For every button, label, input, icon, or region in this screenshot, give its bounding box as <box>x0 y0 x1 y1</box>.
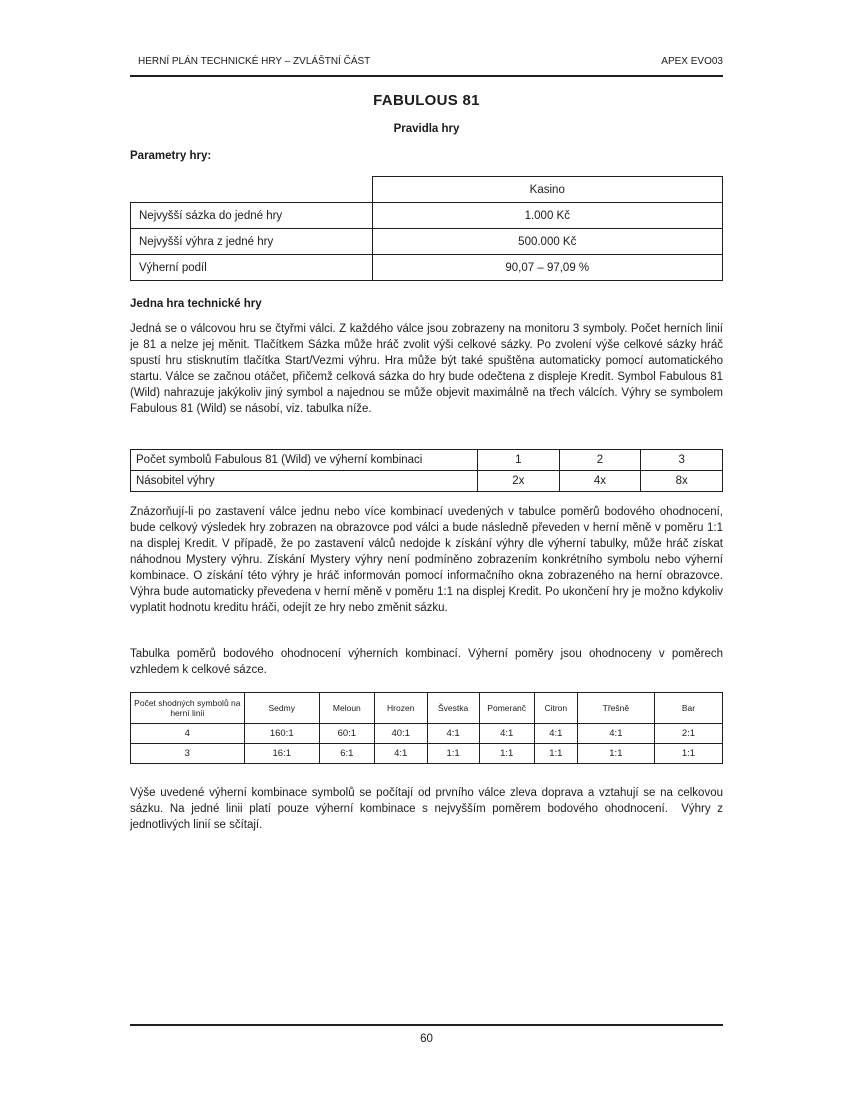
payout-cell: 160:1 <box>244 724 319 744</box>
payout-cell: 16:1 <box>244 744 319 764</box>
table-row <box>131 255 723 281</box>
payout-header-cell: Citron <box>534 693 577 724</box>
empty-corner-cell <box>131 177 373 203</box>
wild-count-value: 3 <box>641 450 723 471</box>
payout-cell: 4:1 <box>427 724 479 744</box>
param-label: Nejvyšší výhra z jedné hry <box>131 229 373 255</box>
payout-cell: 1:1 <box>479 744 534 764</box>
payout-cell: 1:1 <box>534 744 577 764</box>
params-heading: Parametry hry: <box>130 150 212 162</box>
payout-cell: 2:1 <box>654 724 722 744</box>
paragraph-combination-rules: Výše uvedené výherní kombinace symbolů se počítají od prvního válce zleva doprava a vztahují se na celkovou sázku. Na jedné linii platí pouze výherní kombinace s nejvyšším poměrem bodového ohodnocení. Výhry z jednotlivých linií se sčítají. <box>130 787 723 831</box>
payout-cell: 1:1 <box>654 744 722 764</box>
payout-cell: 4:1 <box>479 724 534 744</box>
payout-header-cell: Švestka <box>427 693 479 724</box>
param-value: 90,07 – 97,09 % <box>372 255 722 281</box>
header-device-code: APEX EVO03 <box>661 56 723 67</box>
payout-cell: 1:1 <box>577 744 654 764</box>
wild-multiplier-value: 4x <box>559 471 641 492</box>
wild-multiplier-value: 2x <box>477 471 559 492</box>
payout-cell: 4:1 <box>534 724 577 744</box>
payout-header-cell: Hrozen <box>374 693 427 724</box>
payout-header-cell: Pomeranč <box>479 693 534 724</box>
wild-count-value: 2 <box>559 450 641 471</box>
wild-multiplier-table <box>130 449 723 492</box>
table-row <box>131 450 723 471</box>
paragraph-game-description: Jedná se o válcovou hru se čtyřmi válci. Z každého válce jsou zobrazeny na monitoru 3 symboly. Počet herních linií je 81 a nelze jej měnit. Tlačítkem Sázka může hráč zvolit výši celkové sázky. Po zvolení výše celkové sázky hráč spustí hru stisknutím tlačítka Start/Vezmi výhru. Hra může být také spuštěna automaticky pomocí automatického startu. Válce se začnou otáčet, přičemž celková sázka do hry bude odečtena z displeje Kredit. Symbol Fabulous 81 (Wild) nahrazuje jakýkoliv jiný symbol a najednou se může objevit maximálně na třech válcích. Výhry se symbolem Fabulous 81 (Wild) se násobí, viz. tabulka níže. <box>130 323 723 415</box>
payout-cell: 60:1 <box>319 724 374 744</box>
table-header-row <box>131 693 723 724</box>
param-label: Výherní podíl <box>131 255 373 281</box>
payout-cell: 40:1 <box>374 724 427 744</box>
param-value: 1.000 Kč <box>372 203 722 229</box>
payout-cell: 6:1 <box>319 744 374 764</box>
footer-rule <box>130 1024 723 1026</box>
table-row <box>131 471 723 492</box>
wild-multiplier-value: 8x <box>641 471 723 492</box>
page-subtitle: Pravidla hry <box>393 123 460 135</box>
param-value: 500.000 Kč <box>372 229 722 255</box>
wild-count-label: Počet symbolů Fabulous 81 (Wild) ve výherní kombinaci <box>131 450 478 471</box>
table-row <box>131 177 723 203</box>
wild-count-value: 1 <box>477 450 559 471</box>
section-heading: Jedna hra technické hry <box>130 298 262 310</box>
page-number: 60 <box>420 1033 433 1045</box>
params-table <box>130 176 723 281</box>
page-title: FABULOUS 81 <box>373 92 480 109</box>
payout-cell: 4 <box>131 724 245 744</box>
wild-multiplier-label: Násobitel výhry <box>131 471 478 492</box>
payout-cell: 1:1 <box>427 744 479 764</box>
payout-header-cell: Bar <box>654 693 722 724</box>
payout-header-cell: Sedmy <box>244 693 319 724</box>
payout-cell: 4:1 <box>577 724 654 744</box>
payout-cell: 3 <box>131 744 245 764</box>
payout-header-cell: Počet shodných symbolů na herní linii <box>131 693 245 724</box>
page-header <box>130 56 723 77</box>
table-row <box>131 724 723 744</box>
payout-header-cell: Třešně <box>577 693 654 724</box>
header-doc-title: HERNÍ PLÁN TECHNICKÉ HRY – ZVLÁŠTNÍ ČÁST <box>138 56 371 67</box>
table-row <box>131 744 723 764</box>
paragraph-winnings-mystery: Znázorňují-li po zastavení válce jednu nebo více kombinací uvedených v tabulce poměrů bodového ohodnocení, bude celkový výsledek hry zobrazen na obrazovce pod válci a bude následně převeden v herní měně v poměru 1:1 na displej Kredit. V případě, že po zastavení válců nedojde k získání výhry dle výherní tabulky, může hráč získat náhodnou Mystery výhru. Získání Mystery výhry není podmíněno zobrazením konkrétního symbolu nebo výherní kombinace. O získání této výhry je hráč informován pomocí informačního okna zobrazeného na herní obrazovce. Výhra bude automaticky převedena v herní měně v poměru 1:1 na displej Kredit. Po ukončení hry je možno kdykoliv vyplatit hodnotu kreditu hráči, odejít ze hry nebo změnit sázku. <box>130 506 723 614</box>
params-column-header: Kasino <box>372 177 722 203</box>
paragraph-payout-intro: Tabulka poměrů bodového ohodnocení výherních kombinací. Výherní poměry jsou ohodnoceny v poměrech vzhledem k celkové sázce. <box>130 648 723 676</box>
param-label: Nejvyšší sázka do jedné hry <box>131 203 373 229</box>
payout-header-cell: Meloun <box>319 693 374 724</box>
payout-table <box>130 692 723 764</box>
table-row <box>131 203 723 229</box>
payout-cell: 4:1 <box>374 744 427 764</box>
table-row <box>131 229 723 255</box>
